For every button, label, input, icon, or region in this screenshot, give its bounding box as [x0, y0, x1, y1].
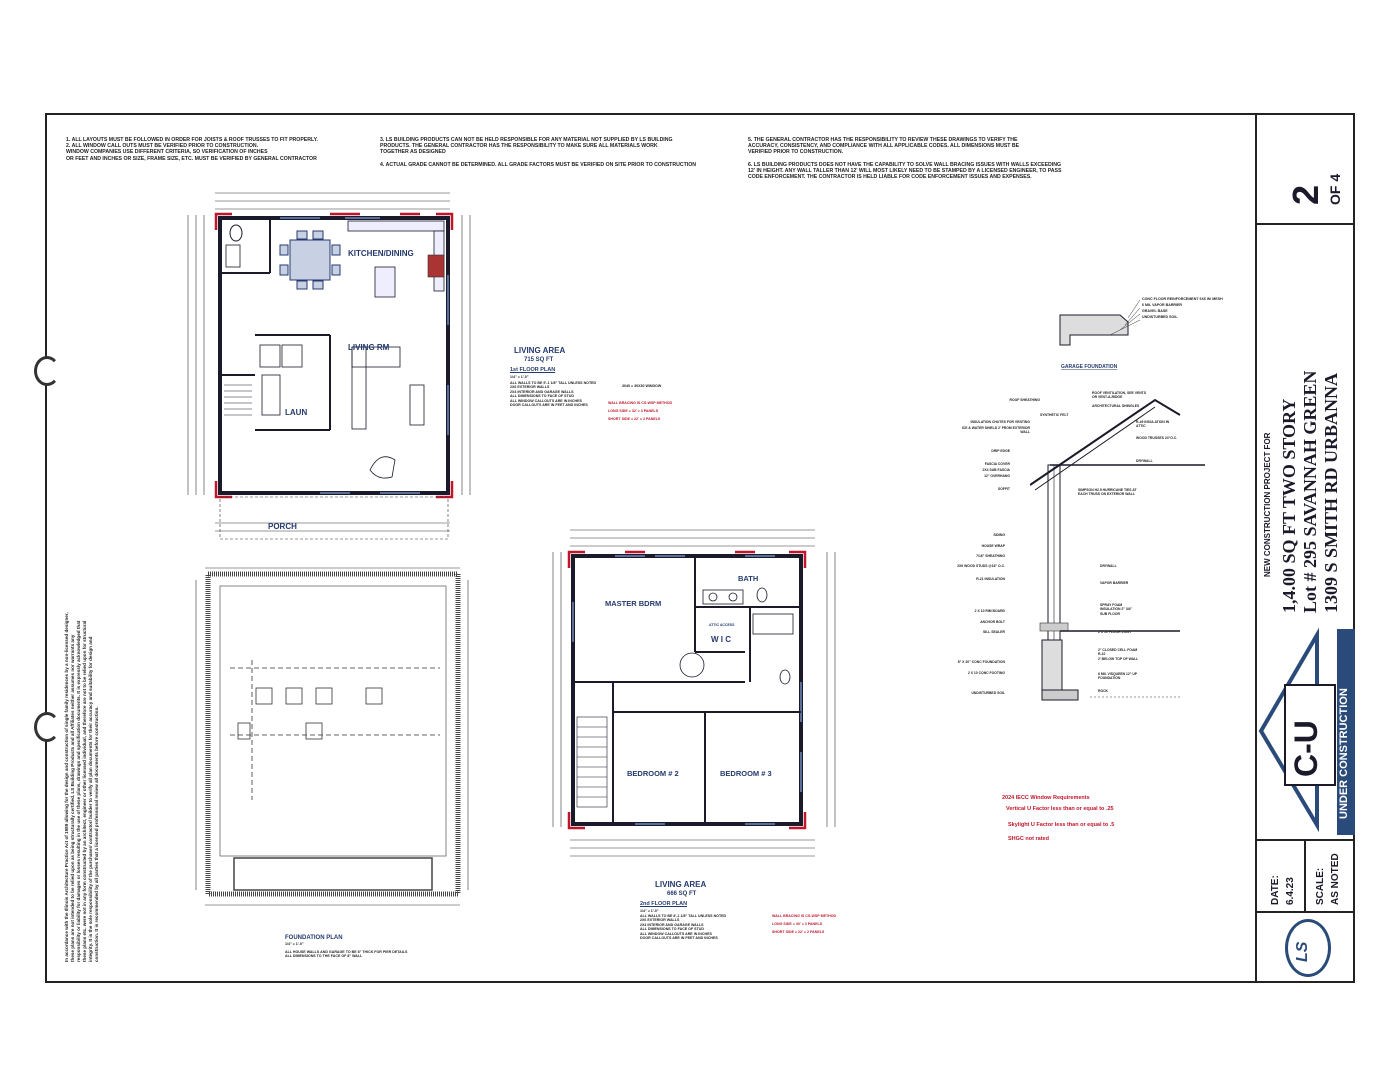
project-line-1: 1,4.00 SQ FT TWO STORY [1279, 398, 1299, 613]
wall-section-label-left-18: 2 X 10 CONC FOOTING [967, 671, 1005, 675]
iecc-line-3: SHGC not rated [1008, 836, 1049, 842]
iecc-line-2: Skylight U Factor less than or equal to .5 [1008, 822, 1115, 828]
wall-section-label-right-9: VAPOR BARRIER [1100, 581, 1129, 585]
project-line-2: Lot # 295 SAVANNAH GREEN [1300, 370, 1320, 613]
sheet-number-box [1257, 113, 1355, 225]
garage-foundation-label-2: 6 MIL VAPOR BARRIER [1142, 303, 1183, 307]
first-floor-window-ref: 3040 = 30X30 WINDOW [622, 384, 662, 388]
wall-section-label-right-1: ROOF VENTILATION, SEE VENTS OR VENT-A-RIDGE [1092, 391, 1147, 400]
wall-section-label-left-19: UNDISTURBED SOIL [971, 691, 1005, 695]
wall-section-label-left-4: DRIP EDGE [991, 449, 1010, 453]
ls-logo [1285, 919, 1331, 977]
wall-section-label-right-6: DRYWALL [1136, 459, 1153, 463]
wall-section-label-right-14: 6 MIL VISQUEEN 12" UP FOUNDATION [1098, 672, 1137, 681]
sheet-number: 2 [1285, 184, 1326, 205]
first-floor-bracing: WALL BRACING IS CS-WSP METHOD LONG SIDE = 32' = 3 PANELS SHORT SIDE = 22' = 2 PANELS [608, 401, 673, 421]
foundation-scale: 1/4" = 1'-0" [285, 942, 304, 946]
wall-section-label-right-8: DRYWALL [1100, 564, 1117, 568]
room-bedroom-3: BEDROOM # 3 [720, 769, 772, 778]
wall-section-label-left-11: 7/16" SHEATHING [976, 554, 1005, 558]
scale-label: SCALE: [1315, 867, 1326, 905]
wall-section-label-left-6: 2X4 SUB FASCIA [982, 468, 1010, 472]
date-label: DATE: [1270, 875, 1281, 905]
wall-section-label-right-2: ARCHITECTURAL SHINGLES [1092, 404, 1140, 408]
room-attic-access: ATTIC ACCESS [709, 623, 735, 627]
second-floor-plan [545, 522, 855, 882]
foundation-title: FOUNDATION PLAN [285, 935, 343, 940]
second-floor-plan-title: 2nd FLOOR PLAN [640, 901, 688, 907]
iecc-line-1: Vertical U Factor less than or equal to .25 [1006, 806, 1114, 812]
room-master-bdrm: MASTER BDRM [605, 599, 662, 608]
second-floor-notes: ALL WALLS TO BE 8'-1 1/8" TALL UNLESS NOTED 2X6 EXTERIOR WALLS 2X4 INTERIOR AND GARAGE WALLS ALL DIMENSIONS TO FACE OF STUD ALL WINDOW CALLOUTS ARE IN INCHES DOOR CALLOUTS ARE IN FEET AND INCHES [640, 914, 727, 941]
wall-section-label-left-17: 8" X 20" CONC FOUNDATION [957, 660, 1005, 664]
wall-section-label-right-7: SIMPSON H2.5 HURRICANE TIES AT EACH TRUSS ON EXTERIOR WALL [1078, 488, 1137, 497]
first-floor-scale: 1/4" = 1'-0" [510, 375, 529, 379]
garage-foundation-label-4: UNDISTURBED SOIL [1142, 315, 1178, 319]
first-floor-plan-title: 1st FLOOR PLAN [510, 367, 556, 373]
second-floor-area-value: 666 SQ FT [667, 891, 697, 897]
wall-section-label-left-15: ANCHOR BOLT [980, 620, 1005, 624]
title-block [1255, 113, 1355, 983]
wall-section-label-right-5: WOOD TRUSSES 24"O.C. [1136, 436, 1178, 440]
wall-section-label-right-3: SYNTHETIC FELT [1040, 413, 1069, 417]
liability-statement: In accordance with the Illinois Architecture Practice Act of 1989 allowing for the design and construction of single family residences by a non-licensed designer, these plans are not intended to be relied upon as being structurally certified. LS Building Products and all Affiliates neither assumes nor warrants any responsibility or liability for damages or losses resulting in the use of these plans, drawings and specification documents. It is expressly acknowledged that these plans etc. were not in any form constructed by an architect, engineer or other licensed individual, and therefore are not to be relied upon for structural integrity. It is the sole responsibility of the purchaser/ contractor/ builder to verify all plan documents for their accuracy and suitability for design and construction. It is recommended by all parties that a licensed professional review all documents before construction. [64, 612, 99, 962]
second-floor-scale: 1/4" = 1'-0" [640, 909, 659, 913]
general-notes-col2: 3. LS BUILDING PRODUCTS CAN NOT BE HELD RESPONSIBLE FOR ANY MATERIAL NOT SUPPLIED BY LS BUILDING PRODUCTS. THE GENERAL CONTRACTOR HAS THE RESPONSIBILITY TO MAKE SURE ALL MATERIALS WORK TOGETHER AS DESIGNED 4. ACTUAL GRADE CANNOT BE DETERMINED. ALL GRADE FACTORS MUST BE VERIFIED ON SITE PRIOR TO CONSTRUCTION [380, 137, 696, 168]
wall-section-label-right-10: SPRAY FOAM INSULATION 2" 3/4" SUB FLOOR [1100, 603, 1133, 616]
wall-section-label-left-9: SIDING [993, 533, 1005, 537]
wall-section-label-right-12: 2" CLOSED CELL FOAM R-10 [1098, 648, 1138, 657]
room-living: LIVING RM [348, 343, 390, 352]
sheet-of: OF 4 [1327, 173, 1343, 205]
wall-section-label-left-13: R-21 INSULATION [976, 577, 1005, 581]
first-floor-area-value: 715 SQ FT [524, 357, 554, 363]
wall-section-label-right-4: R-49 INSULATION IN ATTIC [1136, 420, 1170, 429]
garage-foundation-label-3: GRAVEL BASE [1142, 309, 1168, 313]
first-floor-plan [180, 185, 480, 545]
binder-hole-top [34, 356, 60, 386]
first-floor-notes: ALL WALLS TO BE 9'-1 1/8" TALL UNLESS NOTED 2X6 EXTERIOR WALLS 2X4 INTERIOR AND GARAGE WALLS ALL DIMENSIONS TO FACE OF STUD ALL WINDOW CALLOUTS ARE IN INCHES DOOR CALLOUTS ARE IN FEET AND INCHES [510, 381, 597, 408]
wall-section-label-left-5: FASCIA COVER [984, 462, 1010, 466]
wall-section-label-left-7: 12" OVERHANG [984, 474, 1010, 478]
wall-section-label-right-11: 2 X 10 FLOOR JOIST [1098, 630, 1132, 634]
date-value: 6.4.23 [1285, 877, 1296, 905]
wall-section-label-left-2: INSULATION CHUTES FOR VENTING [970, 420, 1030, 424]
wall-section-label-right-13: 2' BELOW TOP OF WALL [1098, 657, 1139, 661]
binder-hole-bottom [34, 712, 60, 742]
date-scale-divider [1304, 841, 1306, 911]
second-floor-area-title: LIVING AREA [655, 880, 707, 889]
foundation-plan [190, 560, 480, 940]
room-porch: PORCH [268, 522, 297, 531]
wall-section-label-right-15: ROCK [1098, 689, 1108, 693]
wall-section-label-left-16: SILL SEALER [983, 630, 1005, 634]
wall-section-label-left-8: SOFFIT [997, 487, 1010, 491]
wall-section-label-left-10: HOUSE WRAP [981, 544, 1005, 548]
cu-logo-text: UNDER CONSTRUCTION [1338, 688, 1350, 819]
ls-logo-text: LS [1294, 941, 1311, 962]
room-bedroom-2: BEDROOM # 2 [627, 769, 679, 778]
room-bath: BATH [738, 574, 759, 583]
foundation-notes: ALL HOUSE WALLS AND GARAGE TO BE 8" THICK FOR PIER DETAILS ALL DIMENSIONS TO THE FACE OF 8" WALL [285, 950, 408, 959]
title-divider [1257, 839, 1355, 841]
project-line-3: 1309 S SMITH RD URBANNA [1321, 372, 1341, 613]
garage-foundation-label-1: CONC FLOOR REINFORCEMENT 6X6 W/ MESH [1142, 297, 1223, 301]
wall-section-label-left-3: ICE & WATER SHIELD 2' FROM EXTERIOR WALL [961, 426, 1030, 435]
room-laundry: LAUN [285, 408, 308, 417]
project-for: NEW CONSTRUCTION PROJECT FOR [1263, 432, 1272, 577]
logo-divider [1257, 911, 1355, 913]
wall-section-label-left-12: 2X6 WOOD STUDS @16" O.C. [957, 564, 1005, 568]
room-wic: W I C [711, 635, 731, 644]
cu-logo-letters: C-U [1288, 720, 1324, 777]
garage-foundation-title: GARAGE FOUNDATION [1061, 364, 1118, 370]
wall-section-label-left-1: ROOF SHEATHING [1009, 398, 1040, 402]
scale-value: AS NOTED [1330, 853, 1341, 905]
first-floor-area-title: LIVING AREA [514, 346, 566, 355]
room-kitchen-dining: KITCHEN/DINING [348, 249, 414, 258]
general-notes-col1: 1. ALL LAYOUTS MUST BE FOLLOWED IN ORDER FOR JOISTS & ROOF TRUSSES TO FIT PROPERLY. 2. ALL WINDOW CALL OUTS MUST BE VERIFIED PRIOR TO CONSTRUCTION. WINDOW COMPANIES USE DIFFERENT CRITERIA, SO VERIFICATION OF INCHES OR FEET AND INCHES OR SIZE, FRAME SIZE, ETC. MUST BE VERIFIED BY GENERAL CONTRACTOR [66, 137, 318, 162]
iecc-title: 2024 IECC Window Requirements [1002, 795, 1090, 801]
general-notes-col3: 5. THE GENERAL CONTRACTOR HAS THE RESPONSIBILITY TO REVIEW THESE DRAWINGS TO VERIFY THE ACCURACY, CONSISTENCY, AND COMPLIANCE WITH ALL APPLICABLE CODES. ALL DIMENSIONS MUST BE VERIFIED PRIOR TO CONSTRUCTION. 6. LS BUILDING PRODUCTS DOES NOT HAVE THE CAPABILITY TO SOLVE WALL BRACING ISSUES WITH WALLS EXCEEDING 12' IN HEIGHT. ANY WALL TALLER THAN 12' WILL MOST LIKELY NEED TO BE STAMPED BY A LICENSED ENGINEER, TO PASS CODE ENFORCEMENT. THE CONTRACTOR IS HELD LIABLE FOR CODE ENFORCEMENT ISSUES AND EXPENSES. [748, 137, 1062, 181]
wall-section-label-left-14: 2 X 10 RIM BOARD [974, 609, 1005, 613]
second-floor-bracing: WALL BRACING IS CS-WSP METHOD LONG SIDE = 30' = 3 PANELS SHORT SIDE = 22' = 2 PANELS [772, 914, 837, 934]
